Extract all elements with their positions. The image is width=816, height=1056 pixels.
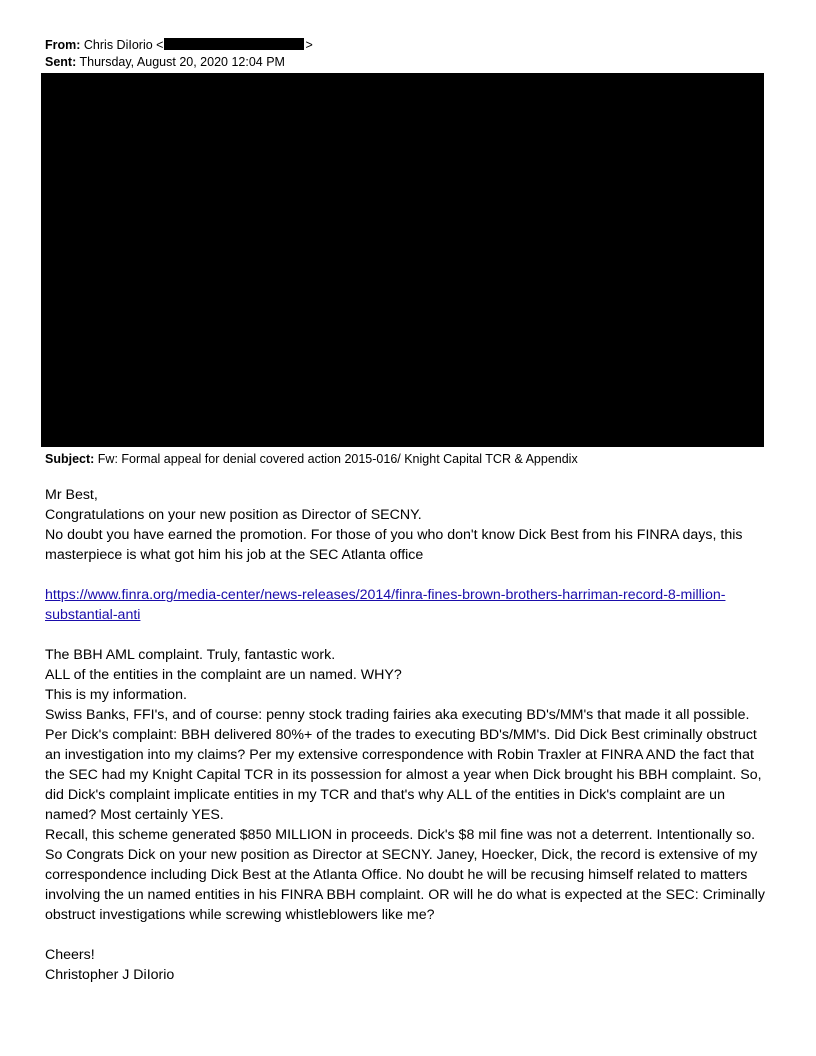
finra-news-link[interactable]: https://www.finra.org/media-center/news-releases/2014/finra-fines-brown-brothers-harriman-record-8-million-substantial-anti bbox=[45, 587, 726, 623]
greeting: Mr Best, bbox=[45, 487, 98, 503]
subject-line bbox=[45, 451, 578, 467]
paragraph-recall: Recall, this scheme generated $850 MILLION in proceeds. Dick's $8 mil fine was not a deterrent. Intentionally so. bbox=[45, 827, 756, 843]
paragraph-bbh: The BBH AML complaint. Truly, fantastic work. bbox=[45, 647, 336, 663]
paragraph-information: This is my information. bbox=[45, 687, 187, 703]
from-name: Chris DiIorio < bbox=[83, 38, 164, 52]
redacted-email bbox=[164, 38, 304, 50]
from-label: From: bbox=[45, 38, 81, 52]
subject-label: Subject: bbox=[45, 452, 95, 466]
from-close: > bbox=[305, 38, 313, 52]
sent-label: Sent: bbox=[45, 55, 77, 69]
redaction-block bbox=[41, 73, 764, 447]
paragraph-complaint: Per Dick's complaint: BBH delivered 80%+ of the trades to executing BD's/MM's. Did Dick Best criminally obstruct an investigation into my claims? Per my extensive correspondence with Robin Traxler at FINRA AND the fact that the SEC had my Knight Capital TCR in its possession for almost a year when Dick brought his BBH complaint. So, did Dick's complaint implicate entities in my TCR and that's why ALL of the entities in Dick's complaint are un named? Most certainly YES. bbox=[45, 727, 762, 823]
from-line bbox=[45, 37, 313, 53]
closing: Cheers! bbox=[45, 947, 95, 963]
sent-line bbox=[45, 54, 285, 70]
paragraph-entities: ALL of the entities in the complaint are un named. WHY? bbox=[45, 667, 402, 683]
paragraph-congrats: Congratulations on your new position as Director of SECNY. bbox=[45, 507, 422, 523]
sent-value: Thursday, August 20, 2020 12:04 PM bbox=[79, 55, 285, 69]
paragraph-swiss-banks: Swiss Banks, FFI's, and of course: penny stock trading fairies aka executing BD's/MM's that made it all possible. bbox=[45, 707, 750, 723]
paragraph-promotion: No doubt you have earned the promotion. For those of you who don't know Dick Best from his FINRA days, this masterpiece is what got him his job at the SEC Atlanta office bbox=[45, 527, 743, 563]
email-body bbox=[45, 485, 775, 985]
paragraph-congrats-dick: So Congrats Dick on your new position as Director at SECNY. Janey, Hoecker, Dick, the record is extensive of my correspondence including Dick Best at the Atlanta Office. No doubt he will be recusing himself related to matters involving the un named entities in his FINRA BBH complaint. OR will he do what is expected at the SEC: Criminally obstruct investigations while screwing whistleblowers like me? bbox=[45, 847, 765, 923]
subject-value: Fw: Formal appeal for denial covered action 2015-016/ Knight Capital TCR & Appendix bbox=[97, 452, 578, 466]
signature: Christopher J DiIorio bbox=[45, 967, 175, 983]
